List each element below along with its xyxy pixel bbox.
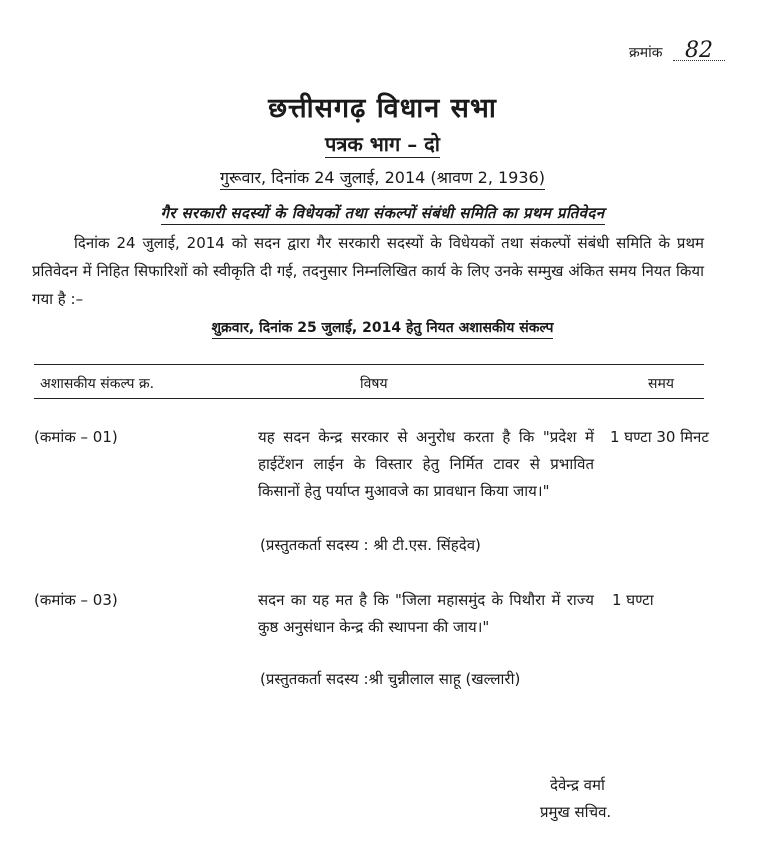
column-header-subject: विषय: [360, 376, 388, 392]
row-1-number: (कमांक – 01): [34, 428, 118, 446]
serial-value: 82: [673, 42, 725, 61]
serial-number: [629, 38, 725, 63]
serial-label: क्रमांक: [629, 45, 663, 61]
row-1-subject: यह सदन केन्द्र सरकार से अनुरोध करता है कि "प्रदेश में हाईटेंशन लाईन के विस्तार हेतु निर्मित टावर से प्रभावित किसानों हेतु पर्याप्त मुआवजे का प्रावधान किया जाय।": [258, 428, 594, 500]
row-1-time: 1 घण्टा 30 मिनट: [610, 428, 709, 446]
column-header-number: अशासकीय संकल्प क्र.: [40, 376, 155, 392]
signature-name: देवेन्द्र वर्मा: [550, 776, 605, 794]
intro-paragraph: दिनांक 24 जुलाई, 2014 को सदन द्वारा गैर सरकारी सदस्यों के विधेयकों तथा संकल्पों संबंधी समिति के प्रथम प्रतिवेदन में निहित सिफारिशों को स्वीकृति दी गई, तदनुसार निम्नलिखित कार्य के लिए उनके सम्मुख अंकित समय नियत किया गया है :–: [32, 234, 704, 308]
table-rule-header: [34, 398, 704, 399]
signature-designation: प्रमुख सचिव.: [540, 803, 612, 821]
schedule-heading: शुक्रवार, दिनांक 25 जुलाई, 2014 हेतु नियत अशासकीय संकल्प: [0, 318, 765, 337]
row-2-time: 1 घण्टा: [612, 591, 654, 609]
table-rule-top: [34, 364, 704, 365]
report-title: गैर सरकारी सदस्यों के विधेयकों तथा संकल्पों संबंधी समिति का प्रथम प्रतिवेदन: [0, 203, 765, 223]
row-1-presenter: (प्रस्तुतकर्ता सदस्य : श्री टी.एस. सिंहदेव): [260, 536, 481, 554]
row-2-presenter: (प्रस्तुतकर्ता सदस्य :श्री चुन्नीलाल साहू (खल्लारी): [260, 670, 521, 688]
row-2-subject: सदन का यह मत है कि "जिला महासमुंद के पिथौरा में राज्य कुष्ठ अनुसंधान केन्द्र की स्थापना की जाय।": [258, 591, 594, 636]
row-2-number: (कमांक – 03): [34, 591, 118, 609]
page-title: छत्तीसगढ़ विधान सभा: [268, 93, 497, 124]
dateline: गुरूवार, दिनांक 24 जुलाई, 2014 (श्रावण 2, 1936): [0, 166, 765, 188]
column-header-time: समय: [648, 376, 674, 392]
page-subtitle: पत्रक भाग – दो: [325, 132, 440, 156]
